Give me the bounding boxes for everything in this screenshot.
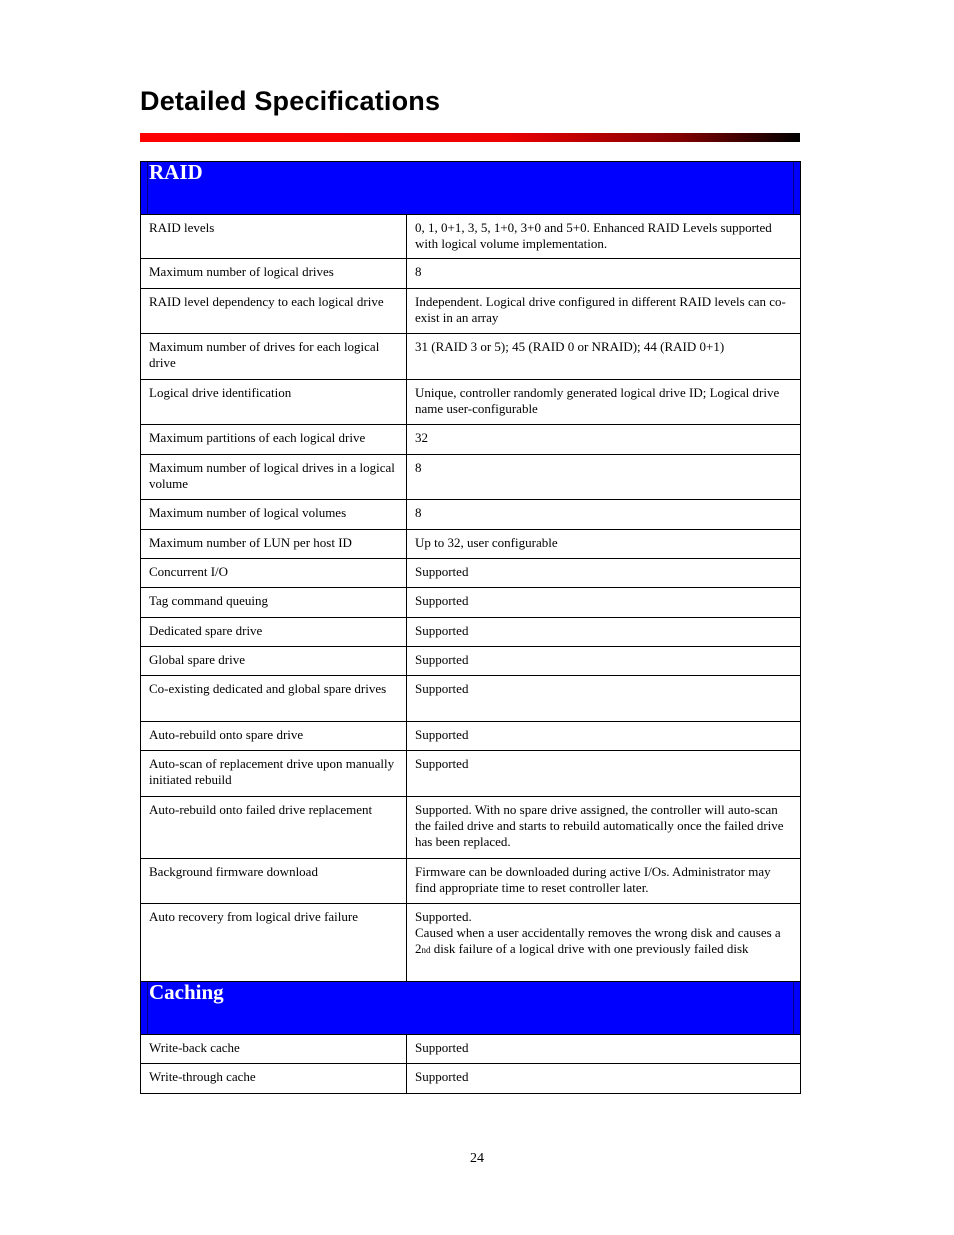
value-cell: 8: [407, 455, 801, 500]
value-text: disk failure of a logical drive with one previously failed disk: [430, 941, 749, 956]
section-inner-border: [147, 162, 148, 214]
section-header-caching: [141, 982, 801, 1035]
feature-cell: Auto-rebuild onto failed drive replacement: [141, 797, 407, 859]
section-label: Caching: [149, 980, 224, 1004]
section-inner-border: [793, 982, 794, 1034]
value-cell: 32: [407, 425, 801, 455]
section-header-cell: [141, 162, 801, 215]
feature-cell: Auto-scan of replacement drive upon manually initiated rebuild: [141, 751, 407, 797]
value-cell: Firmware can be downloaded during active I/Os. Administrator may find appropriate time to reset controller later.: [407, 859, 801, 904]
table-row: [141, 859, 801, 904]
value-cell: Supported: [407, 559, 801, 588]
feature-cell: Write-back cache: [141, 1035, 407, 1064]
value-cell: 0, 1, 0+1, 3, 5, 1+0, 3+0 and 5+0. Enhanced RAID Levels supported with logical volume implementation.: [407, 215, 801, 259]
feature-cell: Auto recovery from logical drive failure: [141, 904, 407, 982]
value-cell: Supported: [407, 751, 801, 797]
specifications-table: [140, 161, 801, 1094]
feature-cell: RAID level dependency to each logical drive: [141, 289, 407, 334]
feature-cell: Maximum number of logical volumes: [141, 500, 407, 530]
value-cell: Supported: [407, 618, 801, 647]
table-row: [141, 588, 801, 618]
value-line: Supported.: [415, 909, 472, 924]
table-row: [141, 334, 801, 380]
table-row: [141, 1064, 801, 1094]
value-cell: Supported. With no spare drive assigned, the controller will auto-scan the failed drive and starts to rebuild automatically once the failed drive has been replaced.: [407, 797, 801, 859]
table-row: [141, 289, 801, 334]
table-row: [141, 215, 801, 259]
page-title: Detailed Specifications: [140, 86, 441, 116]
feature-cell: Global spare drive: [141, 647, 407, 676]
value-cell: Supported: [407, 1035, 801, 1064]
value-cell: Supported: [407, 676, 801, 722]
value-cell: Unique, controller randomly generated logical drive ID; Logical drive name user-configurable: [407, 380, 801, 425]
table-row: [141, 722, 801, 751]
table-row: [141, 1035, 801, 1064]
feature-cell: Maximum number of drives for each logical drive: [141, 334, 407, 380]
value-cell: Supported: [407, 1064, 801, 1094]
table-row: [141, 500, 801, 530]
table-row: [141, 259, 801, 289]
feature-cell: Maximum number of LUN per host ID: [141, 530, 407, 559]
feature-cell: Background firmware download: [141, 859, 407, 904]
feature-cell: Write-through cache: [141, 1064, 407, 1094]
value-cell: Supported: [407, 647, 801, 676]
value-cell: Independent. Logical drive configured in different RAID levels can co-exist in an array: [407, 289, 801, 334]
value-cell: 8: [407, 500, 801, 530]
feature-cell: Maximum number of logical drives in a logical volume: [141, 455, 407, 500]
feature-cell: Auto-rebuild onto spare drive: [141, 722, 407, 751]
value-cell: 8: [407, 259, 801, 289]
table-row: [141, 618, 801, 647]
table-row: [141, 380, 801, 425]
feature-cell: Logical drive identification: [141, 380, 407, 425]
section-label: RAID: [149, 160, 203, 184]
value-cell: Up to 32, user configurable: [407, 530, 801, 559]
page-number: 24: [470, 1151, 484, 1166]
feature-cell: RAID levels: [141, 215, 407, 259]
ordinal-suffix: nd: [421, 945, 431, 955]
feature-cell: Maximum partitions of each logical drive: [141, 425, 407, 455]
table-row: [141, 751, 801, 797]
value-cell: [407, 904, 801, 982]
feature-cell: Maximum number of logical drives: [141, 259, 407, 289]
feature-cell: Co-existing dedicated and global spare drives: [141, 676, 407, 722]
table-row: [141, 455, 801, 500]
value-cell: Supported: [407, 588, 801, 618]
table-row: [141, 904, 801, 982]
table-row: [141, 530, 801, 559]
table-row: [141, 647, 801, 676]
feature-cell: Tag command queuing: [141, 588, 407, 618]
section-inner-border: [793, 162, 794, 214]
value-cell: Supported: [407, 722, 801, 751]
value-text: Caused when a user accidentally removes the wrong disk and causes a 2: [415, 925, 781, 956]
feature-cell: Concurrent I/O: [141, 559, 407, 588]
section-inner-border: [147, 982, 148, 1034]
section-header-raid: [141, 162, 801, 215]
table-row: [141, 425, 801, 455]
value-cell: 31 (RAID 3 or 5); 45 (RAID 0 or NRAID); 44 (RAID 0+1): [407, 334, 801, 380]
section-header-cell: [141, 982, 801, 1035]
feature-cell: Dedicated spare drive: [141, 618, 407, 647]
table-row: [141, 676, 801, 722]
title-rule: [140, 133, 800, 142]
table-row: [141, 559, 801, 588]
table-row: [141, 797, 801, 859]
